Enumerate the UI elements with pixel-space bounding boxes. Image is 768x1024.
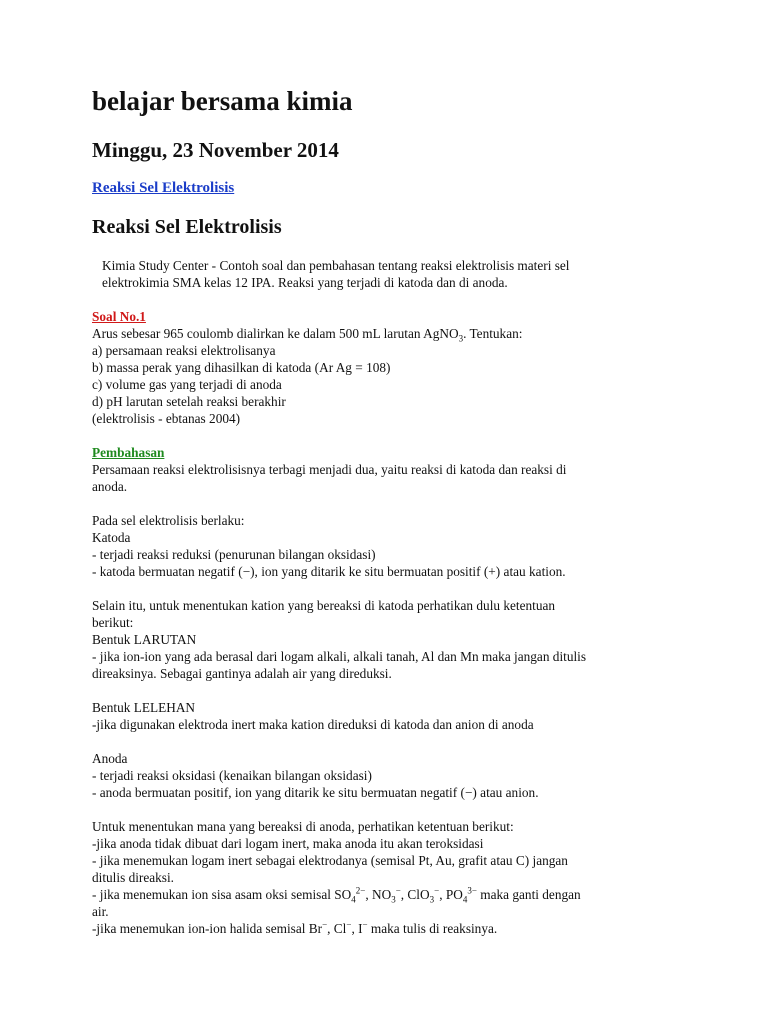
- paragraph-line: Untuk menentukan mana yang bereaksi di anoda, perhatikan ketentuan berikut:: [92, 819, 514, 834]
- anoda-rule: - anoda bermuatan positif, ion yang ditarik ke situ bermuatan negatif (−) atau anion.: [92, 785, 539, 800]
- post-body: [92, 308, 662, 937]
- lelehan-rule: -jika digunakan elektroda inert maka kation direduksi di katoda dan anion di anoda: [92, 717, 534, 732]
- larutan-rule: - jika ion-ion yang ada berasal dari logam alkali, alkali tanah, Al dan Mn maka jangan ditulis: [92, 649, 587, 664]
- lelehan-label: Bentuk LELEHAN: [92, 700, 196, 715]
- blog-title[interactable]: belajar bersama kimia: [92, 86, 353, 116]
- paragraph-line: berikut:: [92, 615, 134, 630]
- rule-text: , ClO: [400, 887, 430, 902]
- subscript: 4: [351, 894, 356, 905]
- post-intro: [102, 257, 672, 291]
- paragraph-gap: [92, 682, 662, 699]
- paragraph-gap: [92, 427, 662, 444]
- intro-line: elektrokimia SMA kelas 12 IPA. Reaksi yang terjadi di katoda dan di anoda.: [102, 275, 508, 290]
- larutan-label: Bentuk LARUTAN: [92, 632, 197, 647]
- rule-text: , PO: [439, 887, 463, 902]
- soal-question: [92, 325, 662, 342]
- subscript: 3: [391, 894, 396, 905]
- soal-item: b) massa perak yang dihasilkan di katoda (Ar Ag = 108): [92, 360, 391, 375]
- soal-item: d) pH larutan setelah reaksi berakhir: [92, 394, 286, 409]
- subscript: 3: [429, 894, 435, 905]
- larutan-rule: direaksinya. Sebagai gantinya adalah air yang direduksi.: [92, 666, 392, 681]
- paragraph-line: Pada sel elektrolisis berlaku:: [92, 513, 245, 528]
- paragraph-line: anoda.: [92, 479, 128, 494]
- anoda-label: Anoda: [92, 751, 128, 766]
- anoda-condition: - jika menemukan logam inert sebagai elektrodanya (semisal Pt, Au, grafit atau C) jangan: [92, 853, 568, 868]
- intro-line: Kimia Study Center - Contoh soal dan pembahasan tentang reaksi elektrolisis materi sel: [102, 258, 570, 273]
- pembahasan-section: [92, 444, 662, 461]
- rule-text: , I: [351, 921, 363, 936]
- paragraph-line: Persamaan reaksi elektrolisisnya terbagi menjadi dua, yaitu reaksi di katoda dan reaksi di: [92, 462, 567, 477]
- rule-text: maka ganti dengan: [476, 887, 581, 902]
- soal-question-suffix: . Tentukan:: [463, 326, 523, 341]
- anoda-condition-halide: [92, 920, 662, 937]
- superscript: 3−: [467, 885, 477, 896]
- paragraph-gap: [92, 580, 662, 597]
- katoda-label: Katoda: [92, 530, 131, 545]
- subscript: 4: [462, 894, 468, 905]
- superscript: −: [346, 919, 352, 930]
- superscript: −: [322, 919, 328, 930]
- anoda-condition: ditulis direaksi.: [92, 870, 174, 885]
- anoda-condition-oxyacid: [92, 886, 662, 903]
- soal-item: a) persamaan reaksi elektrolisanya: [92, 343, 276, 358]
- pembahasan-heading: Pembahasan: [92, 445, 165, 460]
- anoda-condition: air.: [92, 904, 109, 919]
- rule-text: , NO: [365, 887, 392, 902]
- soal-heading: Soal No.1: [92, 309, 146, 324]
- subscript: 3: [458, 333, 464, 344]
- paragraph-gap: [92, 801, 662, 818]
- post-title: Reaksi Sel Elektrolisis: [92, 216, 282, 238]
- paragraph-gap: [92, 733, 662, 750]
- rule-text: - jika menemukan ion sisa asam oksi semisal SO: [92, 887, 352, 902]
- date-header: Minggu, 23 November 2014: [92, 138, 339, 162]
- superscript: −: [362, 919, 368, 930]
- rule-text: , Cl: [327, 921, 347, 936]
- superscript: −: [395, 885, 401, 896]
- soal-source: (elektrolisis - ebtanas 2004): [92, 411, 241, 426]
- rule-text: maka tulis di reaksinya.: [367, 921, 498, 936]
- paragraph-line: Selain itu, untuk menentukan kation yang bereaksi di katoda perhatikan dulu ketentuan: [92, 598, 556, 613]
- anoda-rule: - terjadi reaksi oksidasi (kenaikan bilangan oksidasi): [92, 768, 372, 783]
- soal-section: [92, 308, 662, 325]
- post-title-link[interactable]: Reaksi Sel Elektrolisis: [92, 180, 235, 196]
- soal-question-text: Arus sebesar 965 coulomb dialirkan ke dalam 500 mL larutan AgNO: [92, 326, 459, 341]
- rule-text: -jika menemukan ion-ion halida semisal Br: [92, 921, 323, 936]
- anoda-condition: -jika anoda tidak dibuat dari logam inert, maka anoda itu akan teroksidasi: [92, 836, 484, 851]
- katoda-rule: - terjadi reaksi reduksi (penurunan bilangan oksidasi): [92, 547, 376, 562]
- superscript: 2−: [355, 885, 366, 896]
- superscript: −: [434, 885, 440, 896]
- katoda-rule: - katoda bermuatan negatif (−), ion yang ditarik ke situ bermuatan positif (+) atau kation.: [92, 564, 566, 579]
- soal-item: c) volume gas yang terjadi di anoda: [92, 377, 282, 392]
- paragraph-gap: [92, 495, 662, 512]
